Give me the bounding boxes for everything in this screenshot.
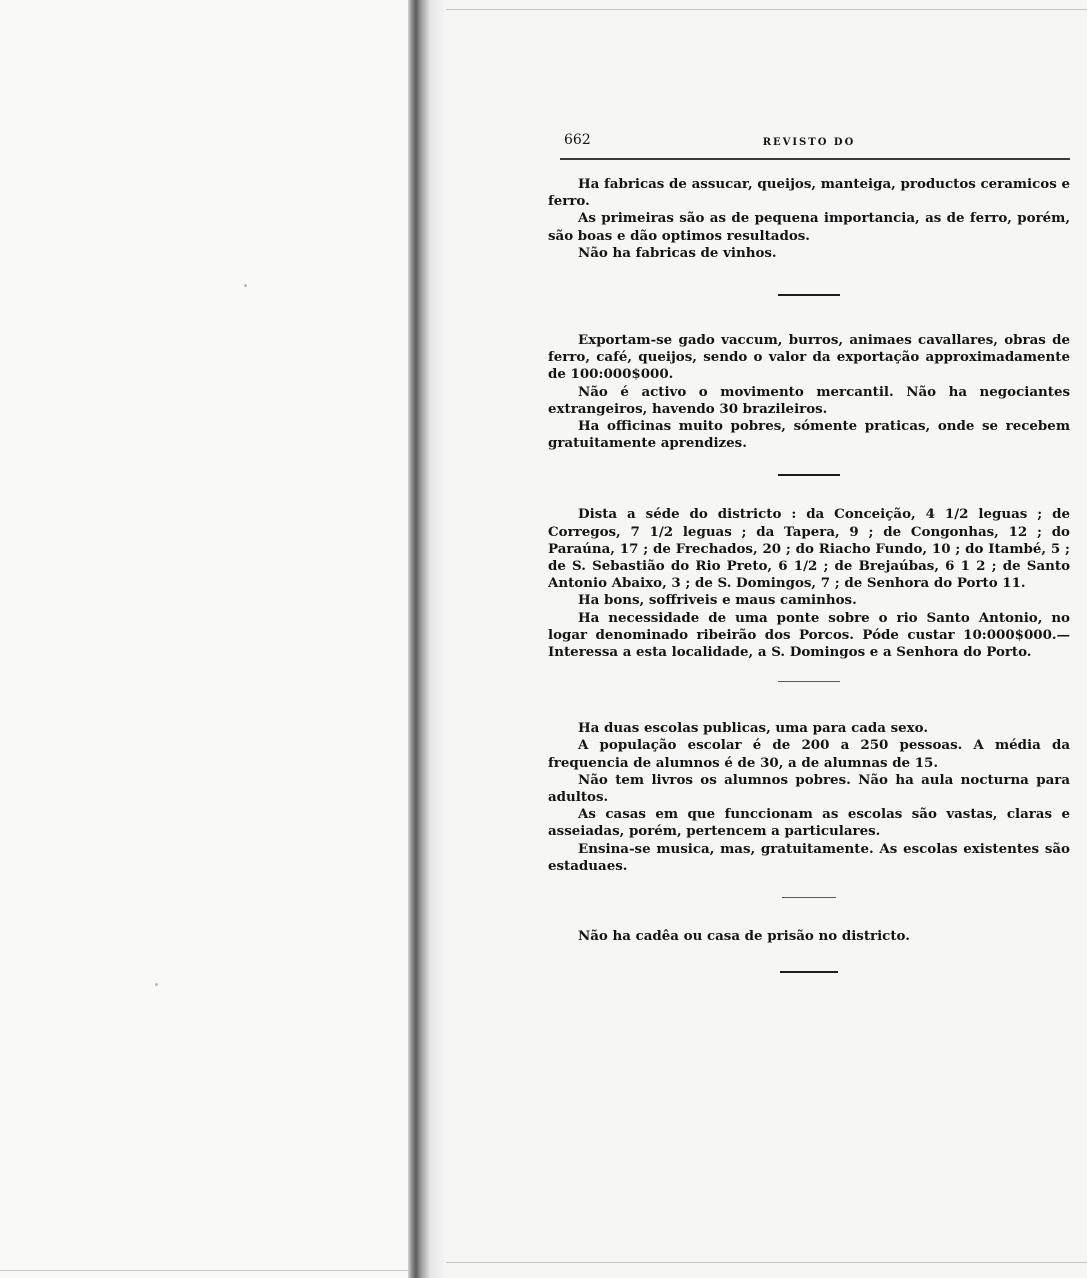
paragraph: Ensina-se musica, mas, gratuitamente. As escolas existentes são estaduaes.: [548, 840, 1070, 874]
paragraph: Exportam-se gado vaccum, burros, animaes cavallares, obras de ferro, café, queijos, sendo o valor da exportação approximadamente de 100:000$000.: [548, 332, 1070, 383]
paragraph: Dista a séde do districto : da Conceição, 4 1/2 leguas ; de Corregos, 7 1/2 leguas ; da Tapera, 9 ; de Congonhas, 12 ; do Paraúna, 17 ; de Frechados, 20 ; do Riacho Fundo, 10 ; do Itambé, 5 ; de S. Sebastião do Rio Preto, 6 1/2 ; de Brejaúbas, 6 1 2 ; de Santo Antonio Abaixo, 3 ; de S. Domingos, 7 ; de Senhora do Porto 11.: [548, 506, 1070, 592]
paragraph: Não é activo o movimento mercantil. Não ha negociantes extrangeiros, havendo 30 brazileiros.: [548, 383, 1070, 417]
paragraph: Ha bons, soffriveis e maus caminhos.: [578, 592, 857, 609]
book-page: [548, 128, 1070, 973]
paragraph: Não ha cadêa ou casa de prisão no districto.: [578, 928, 910, 945]
paragraph: Não ha fabricas de vinhos.: [578, 244, 777, 261]
page-header: [548, 128, 1070, 156]
section-separator: [782, 897, 836, 898]
paper-speck: [155, 983, 158, 986]
paragraph: As primeiras são as de pequena importancia, as de ferro, porém, são boas e dão optimos resultados.: [548, 210, 1070, 244]
page-number: 662: [564, 132, 591, 148]
section-separator: [780, 971, 838, 973]
running-title: REVISTO DO: [762, 137, 856, 148]
section-separator: [778, 681, 840, 682]
page-edge-top: [446, 9, 1087, 10]
section-distances: [548, 506, 1070, 661]
paragraph: A população escolar é de 200 a 250 pessoas. A média da frequencia de alumnos é de 30, a de alumnas de 15.: [548, 737, 1070, 771]
facing-blank-page: [0, 0, 410, 1278]
paper-speck: [244, 284, 247, 287]
paragraph: Ha officinas muito pobres, sómente praticas, onde se recebem gratuitamente aprendizes.: [548, 418, 1070, 452]
section-separator: [778, 294, 840, 296]
header-rule: [560, 158, 1070, 160]
section-prison: [548, 928, 1070, 945]
paragraph: Ha necessidade de uma ponte sobre o rio Santo Antonio, no logar denominado ribeirão dos Porcos. Póde custar 10:000$000.— Interessa a esta localidade, a S. Domingos e a Senhora do Porto.: [548, 609, 1070, 661]
page-edge-bottom: [446, 1262, 1087, 1263]
paragraph: Ha fabricas de assucar, queijos, manteiga, productos ceramicos e ferro.: [548, 176, 1070, 210]
section-separator: [778, 474, 840, 476]
section-schools: [548, 720, 1070, 875]
paragraph: As casas em que funccionam as escolas são vastas, claras e asseiadas, porém, pertencem a particulares.: [548, 806, 1070, 840]
section-industry: [548, 176, 1070, 262]
page-edge-bottom-left: [0, 1270, 410, 1271]
section-commerce: [548, 332, 1070, 452]
paragraph: Ha duas escolas publicas, uma para cada sexo.: [578, 720, 929, 737]
book-gutter: [408, 0, 446, 1278]
paragraph: Não tem livros os alumnos pobres. Não ha aula nocturna para adultos.: [548, 771, 1070, 806]
